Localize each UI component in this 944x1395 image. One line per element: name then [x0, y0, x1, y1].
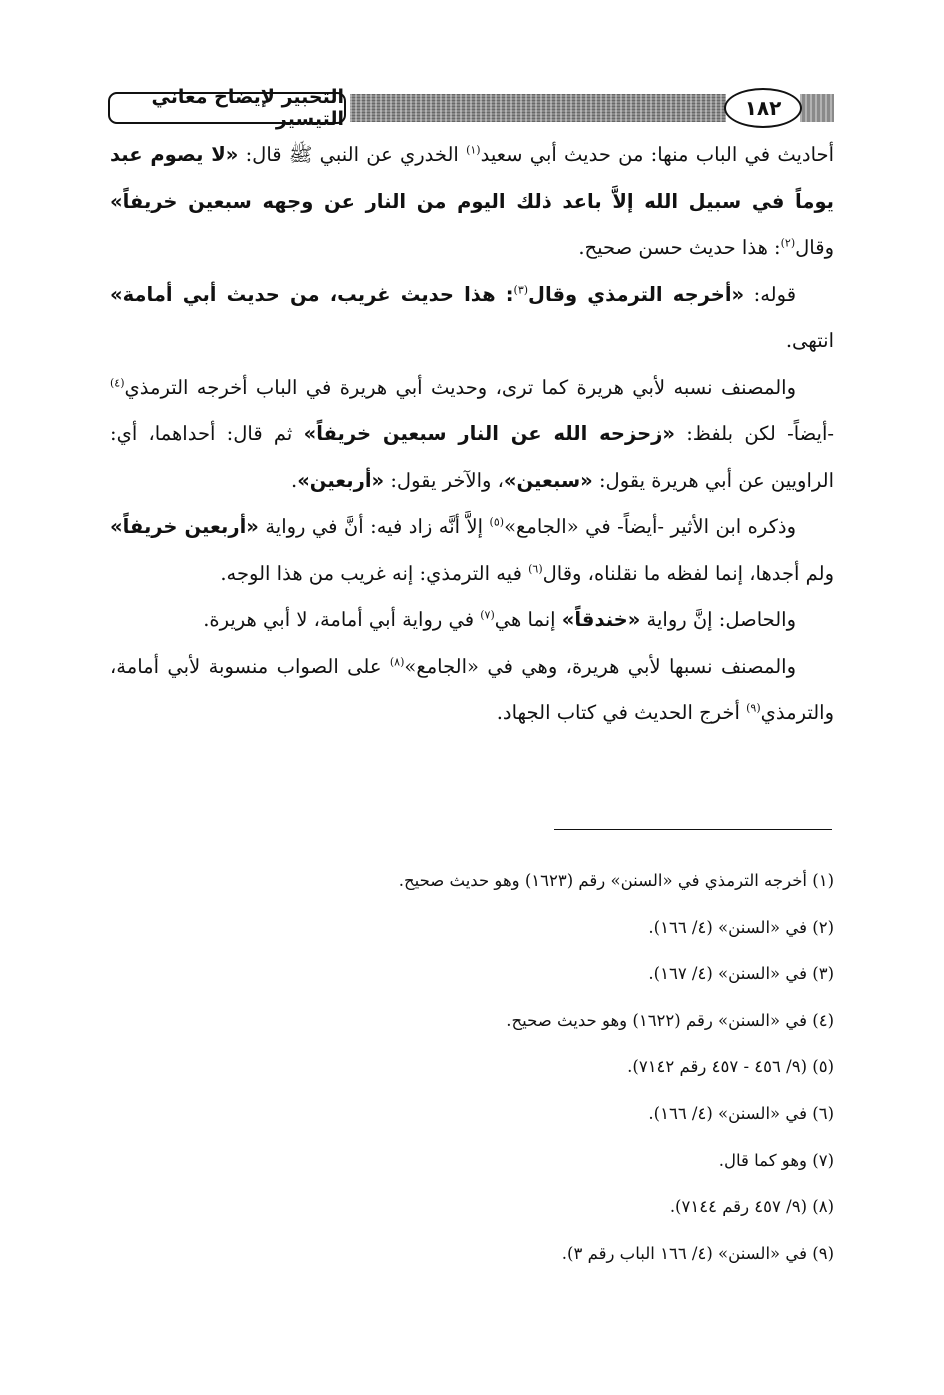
text-run: على الصواب منسوبة لأبي أمامة، والترمذي [110, 654, 834, 724]
text-run: ثم قال: أحداهما، أي: الراويين عن أبي هريرة يقول: [110, 422, 834, 492]
text-run: والحاصل: إنَّ رواية [640, 608, 796, 631]
footnote-ref: (٩) [746, 701, 761, 715]
text-run: انتهى. [785, 329, 834, 352]
text-run: وذكره ابن الأثير -أيضاً- في «الجامع» [504, 515, 797, 538]
footnote: (٦) في «السنن» (٤/ ١٦٦). [648, 1103, 834, 1123]
hadith-quote: «سبعين» [503, 468, 593, 492]
page-header [108, 88, 834, 130]
text-run: قوله: [744, 282, 797, 306]
hadith-quote: «خندقاً» [561, 608, 641, 631]
header-decorative-band-end [800, 94, 834, 122]
footnote: (٢) في «السنن» (٤/ ١٦٦). [648, 917, 834, 937]
header-decorative-band [350, 94, 726, 122]
text-run: ، والآخر يقول: [384, 468, 504, 492]
hadith-quote: : هذا حديث غريب، من حديث أبي أمامة» [110, 282, 514, 306]
paragraph [110, 365, 834, 505]
text-run: في رواية أبي أمامة، لا أبي هريرة. [203, 608, 481, 631]
text-run: إنما هي [494, 608, 562, 631]
hadith-quote: «لا يصوم عبد يوماً في سبيل الله إلاَّ باعد ذلك اليوم من النار عن وجهه سبعين خريفاً» [110, 143, 834, 213]
text-run: : هذا حديث حسن صحيح. [578, 236, 781, 259]
text-run: ولم أجدها، إنما لفظه ما نقلناه، وقال [542, 561, 834, 585]
footnote: (٩) في «السنن» (٤/ ١٦٦ الباب رقم ٣). [561, 1243, 834, 1263]
footnote-ref: (٨) [389, 655, 405, 668]
footnote-ref: (٤) [110, 376, 125, 389]
footnote-ref: (٥) [489, 515, 505, 529]
paragraph [110, 644, 834, 737]
footnote: (٧) وهو كما قال. [718, 1150, 834, 1170]
paragraph [110, 272, 834, 365]
paragraph [110, 504, 834, 597]
paragraph [110, 132, 834, 272]
footnote-ref: (٧) [480, 608, 495, 622]
main-text [110, 132, 834, 737]
footnote-ref: (٣) [513, 283, 529, 296]
footnote-ref: (١) [466, 143, 481, 157]
book-title: التحبير لإيضاح معاني التيسير [108, 92, 346, 124]
text-run: أخرج الحديث في كتاب الجهاد. [496, 701, 747, 724]
page-number: ١٨٢ [724, 88, 802, 128]
text-run: . [290, 468, 298, 492]
hadith-quote: «زحزحه الله عن النار سبعين خريفاً» [303, 422, 675, 445]
footnote: (٥) (٩/ ٤٥٦ - ٤٥٧ رقم ٧١٤٢). [627, 1057, 834, 1077]
footnote-ref: (٦) [528, 562, 543, 575]
text-run: الخدري عن النبي ﷺ قال: [238, 143, 467, 166]
text-run: -أيضاً- لكن بلفظ: [674, 422, 834, 445]
text-run: إلاَّ أنَّه زاد فيه: أنَّ في رواية [258, 515, 490, 538]
footnote: (١) أخرجه الترمذي في «السنن» رقم (١٦٢٣) وهو حديث صحيح. [398, 871, 834, 890]
hadith-quote: «أربعين خريفاً» [110, 515, 259, 538]
footnote-ref: (٢) [780, 236, 796, 250]
text-run: والمصنف نسبه لأبي هريرة كما ترى، وحديث أبي هريرة في الباب أخرجه الترمذي [124, 375, 796, 399]
paragraph [110, 597, 834, 644]
text-run: وقال [795, 236, 834, 259]
footnote: (٣) في «السنن» (٤/ ١٦٧). [648, 964, 834, 984]
text-run: فيه الترمذي: إنه غريب من هذا الوجه. [220, 561, 529, 585]
footnote: (٤) في «السنن» رقم (١٦٢٢) وهو حديث صحيح. [506, 1010, 834, 1030]
hadith-quote: «أخرجه الترمذي وقال [528, 282, 745, 306]
footnote: (٨) (٩/ ٤٥٧ رقم ٧١٤٤). [669, 1197, 834, 1217]
text-run: أحاديث في الباب منها: من حديث أبي سعيد [480, 143, 834, 166]
text-run: والمصنف نسبها لأبي هريرة، وهي في «الجامع» [404, 654, 797, 678]
footnote-separator [554, 829, 832, 830]
footnotes [110, 858, 834, 1277]
hadith-quote: «أربعين» [297, 468, 385, 492]
